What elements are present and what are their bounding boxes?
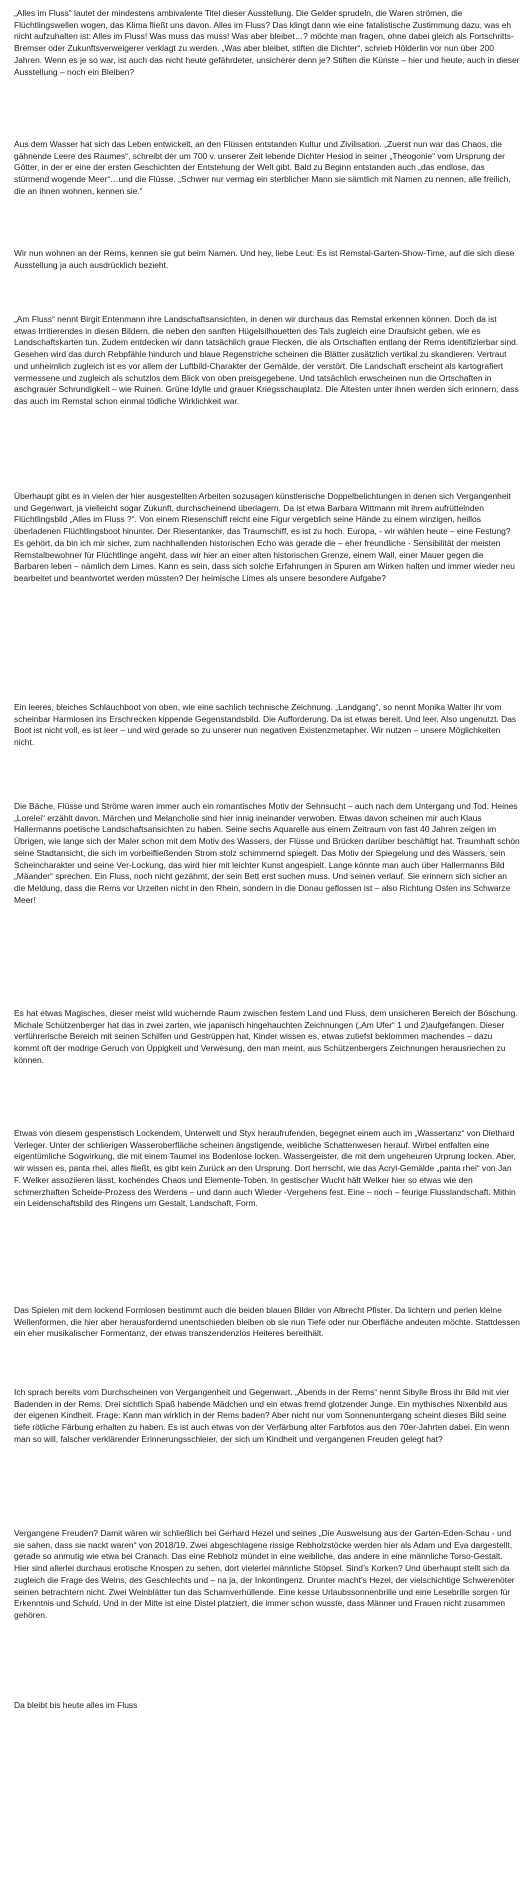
paragraph-water-origin: Aus dem Wasser hat sich das Leben entwickelt, an den Flüssen entstanden Kultur und Zivilisation. „Zuerst nun war das Chaos, die gähnende Leere des Raumes“, schreibt der um 700 v. unserer Zeit lebende Dichter Hesiod in seiner „Theogonie“ vom Ursprung der Götter, in der er eine der ersten Geschichten der Entstehung der Welt gibt. Bald zu Beginn entstanden auch „das endlose, das stürmend wogende Meer“…und die Flüsse. „Schwer nur vermag ein sterblicher Mann sie sämtlich mit Namen zu nennen, alle freilich, die an ihnen wohnen, kennen sie.“ (14, 139, 511, 196)
paragraph-pfister: Das Spielen mit dem lockend Formlosen bestimmt auch die beiden blauen Bilder von Albrecht Pfister. Da lichtern und perlen kleine Wellenformen, die hier aber herausfordernd unentschieden bleiben ob sie nun Tiefe oder nur Oberfläche andeuten möchte. Stattdessen ein eher musikalischer Formentanz, der etwas transzendenzlos Heiteres bereithält. (14, 1305, 520, 1339)
paragraph-bross: Ich sprach bereits vom Durchscheinen von Vergangenheit und Gegenwart. „Abends in der Rems“ nennt Sibylle Bross ihr Bild mit vier Badenden in der Rems. Drei sichtlich Spaß habende Mädchen und ein etwas fremd glotzender Junge. Ein mythisches Nixenbild aus der eigenen Kindheit. Frage: Kann man wirklich in der Rems baden? Aber nicht nur vom Sonnenuntergang scheint dieses Bild seine tiefe rötliche Färbung erhalten zu haben. Es ist auch etwas von der Verfärbung alter Farbfotos aus den 70er-Jahrten dabei. Ein wenn man so will, falscher verklärender Erinnerungsschleier, der sich um Kindheit und vergangenen Freuden gelegt hat? (14, 1387, 510, 1444)
paragraph-rems-garden-show: Wir nun wohnen an der Rems, kennen sie gut beim Namen. Und hey, liebe Leut: Es ist Remstal-Garten-Show-Time, auf die sich diese Ausstellung ja auch ausdrücklich bezieht. (14, 248, 515, 270)
paragraph-intro: „Alles im Fluss“ lautet der mindestens ambivalente Titel dieser Ausstellung. Die Gelder sprudeln, die Waren strömen, die Flüchtlingswellen wogen, das Klima fließt uns davon. Alles im Fluss? Das klingt dann wie eine fatalistische Zustimmung dazu, was eh nicht aufzuhalten ist: Alles im Fluss! Was muss das muss! Was aber bleibet…? möchte man fragen, ohne dabei gleich als Fortschritts-Bremser oder Zukunftsverweigerer verklagt zu werden. „Was aber bleibet, stiften die Dichter“, schrieb Hölderlin vor nun über 200 Jahren. Wenn es je so war, ist auch das nicht heute gefährdeter, unsicherer denn je? Stiften die Künste – hier und heute, auch in dieser Ausstellung – noch ein Bleiben? (14, 8, 520, 77)
paragraph-hezel: Vergangene Freuden? Damit wären wir schließlich bei Gerhard Hezel und seines „Die Ausweisung aus der Garten-Eden-Schau - und sie sahen, dass sie nackt waren“ von 2018/19. Zwei abgeschlagene rissige Rebholzstöcke werden hier als Adam und Eva dargestellt, gerade so anmutig wie etwa bei Cranach. Das eine Rebholz mündet in eine weibliche, das andere in eine männliche Torso-Gestalt. Hier sind allerlei durchaus erotische Knospen zu sehen, dort vielerlei männliche Stöpsel. Sind’s Korken? Und überhaupt stellt sich da zugleich die Frage des Weins, des Geschlechts und – na ja, der Inkontingenz. Drunter macht’s Hezel, der vielschichtige Schwerenöter seinen betrachtern nicht. Zwei Weinblätter tun das Schamverhüllende. Eine kesse Urlaubssonnenbrille und eine Lesebrille sorgen für Erkenntnis und Schuld. Und in der Mitte ist eine Distel platziert, die immer schon wusste, dass Männer und Frauen nicht zusammen gehören. (14, 1528, 515, 1620)
paragraph-verleger-welker: Etwas von diesem gespenstisch Lockendem, Unterwelt und Styx heraufrufenden, begegnet einem auch im „Wassertanz“ von Diethard Verleger. Unter der schlierigen Wasseroberfläche scheinen ängstigende, weibliche Schattenwesen herauf. Wirbel entfalten eine eigentümliche Sogwirkung, die mit einem Taumel ins Bodenlose locken. Wassergeister, die mit dem ungeheuren Urprung locken. Aber, wir wissen es, panta rhei, alles fließt, es gibt kein Zurück an den Ursprung. Dort herrscht, wie das Acryl-Gemälde „panta rhei“ von Jan F. Welker assoziieren lässt, kochendes Chaos und Elemente-Toben. In gestischer Wucht hält Welker hier so etwas wie den schmerzhaften Scheide-Prozess des Werdens – und dann auch Wieder -Vergehens fest. Eine – noch – feurige Flusslandschaft. Mithin ein Leidenschaftsbild des Ringens um Gestalt, Landschaft, Form. (14, 1128, 516, 1209)
paragraph-schuetzenberger: Es hat etwas Magisches, dieser meist wild wuchernde Raum zwischen festem Land und Fluss, dem unsicheren Bereich der Böschung. Michale Schützenberger hat das in zwei zarten, wie japanisch hingehauchten Zeichnungen („Am Ufer“ 1 und 2)aufgefangen. Dieser verführerische Bereich mit seinen Schilfen und Gestrüppen hat, Kinder wissen es, etwas zutiefst beklommen machendes – dazu kommt oft der modrige Geruch von Üppigkeit und Verwesung, den man meint, aus Schützenbergers Zeichnungen herausriechen zu können. (14, 1008, 518, 1065)
paragraph-walter: Ein leeres, bleiches Schlauchboot von oben, wie eine sachlich technische Zeichnung. „Landgang“, so nennt Monika Walter ihr vom scheinbar Harmlosen ins Erschrecken kippende Gegenstandsbild. Die Aufforderung. Da ist etwas bereit. Und leer. Also ungenutzt. Das Boot ist nicht voll, es ist leer – und wird gerade so zu unserer nun negativen Existenzmetapher. Wir nutzen – unsere Möglichkeiten nicht. (14, 702, 517, 748)
paragraph-hallermann: Die Bäche, Flüsse und Ströme waren immer auch ein romantisches Motiv der Sehnsucht – auch nach dem Untergang und Tod. Heines „Lorelei“ erzählt davon. Märchen und Melancholie sind hier innig ineinander verwoben. Etwas davon scheinen mir auch Klaus Hallermanns poetische Landschaftsansichten zu haben. Seine sechs Aquarelle aus einem Zeitraum von fast 40 Jahren zeigen im Übrigen, wie lange sich der Maler schon mit dem Motiv des Wassers, der Flüsse und Brücken darüber beschäftigt hat. Traumhaft schön seine Stadtansicht, die sich im vorbeifließenden Strom stolz schimmernd spiegelt. Das Motiv der Spiegelung und des Wassers, sein Scheincharakter und seine Ver-Lockung, das wird hier mit leichter Kunst angespielt. Lange könnte man auch über Hallermanns Bild „Mäander“ sprechen. Ein Fluss, noch nicht gezähmt, der sein Bett erst suchen muss. Und seinen verlauf. Sie erinnern sich sicher an die Meldung, dass die Rems vor Urzeiten nicht in den Rhein, sondern in die Donau geflossen ist – also Richtung Osten ins Schwarze Meer! (14, 801, 520, 905)
paragraph-entenmann: „Am Fluss“ nennt Birgit Entenmann ihre Landschaftsansichten, in denen wir durchaus das Remstal erkennen können. Doch da ist etwas Irritierendes in diesen Bildern, die neben den sanften Hügelsilhouetten des Tals zugleich eine Draufsicht geben, wie es Landschaftskarten tun. Zudem entdecken wir dann tatsächlich graue Flecken, die als Ortschaften entlang der Rems identifizierbar sind. Gesehen wird das durch Rebpfähle hindurch und blaue Regenstriche scheinen die Blätter zusätzlich vertikal zu skandieren. Vertraut und unheimlich zugleich ist es vor allem der Luftbild-Charakter der Gemälde, der verstört. Die Landschaft erscheint als kartografiert vermessene und zugleich als schutzlos dem Blick von oben preisgegebene. Und tatsächlich erwscheinen nun die Ortschaften in aschgrauer Schrundigkeit – wie Ruinen. Grüne Idylle und grauer Kriegsschauplatz. Die Ältesten unter ihnen werden sich erinnern, dass das auch im Remstal schon einmal tödliche Wirklichkeit war. (14, 314, 519, 406)
paragraph-closing: Da bleibt bis heute alles im Fluss (14, 1700, 138, 1710)
paragraph-wittmann: Überhaupt gibt es in vielen der hier ausgestellten Arbeiten sozusagen künstlerische Doppelbelichtungen in denen sich Vergangenheit und Gegenwart, ja vielleicht sogar Zukunft, durchscheinend überlagern. Da ist etwa Barbara Wittmann mit ihrem aufrüttelnden Flüchtlingsbild „Alles im Fluss ?“. Von einem Riesenschiff reicht eine Figur vergeblich seine Hände zu einem winzigen, heillos überladenen Flüchtlingsboot hinunter. Der Riesentanker, das Traumschiff, es ist zu hoch. Europa, - wir wählen heute – eine Festung? Es gehört, da bin ich mir sicher, zum nachhallenden historischen Echo was gerade die – eher freundliche - Sensibilität der meisten Remstalbewohner für Flüchtlinge angeht, dass wir hier an einer alten historischen Grenze, einem Wall, einer Mauer gegen die Barbaren leben – nämlich dem Limes. Kann es sein, dass sich solche Erfahrungen in Spuren am Wirken halten und immer wieder neu bearbeitet und beantwortet werden müssten? Der heimische Limes als unsere besondere Aufgabe? (14, 491, 515, 583)
